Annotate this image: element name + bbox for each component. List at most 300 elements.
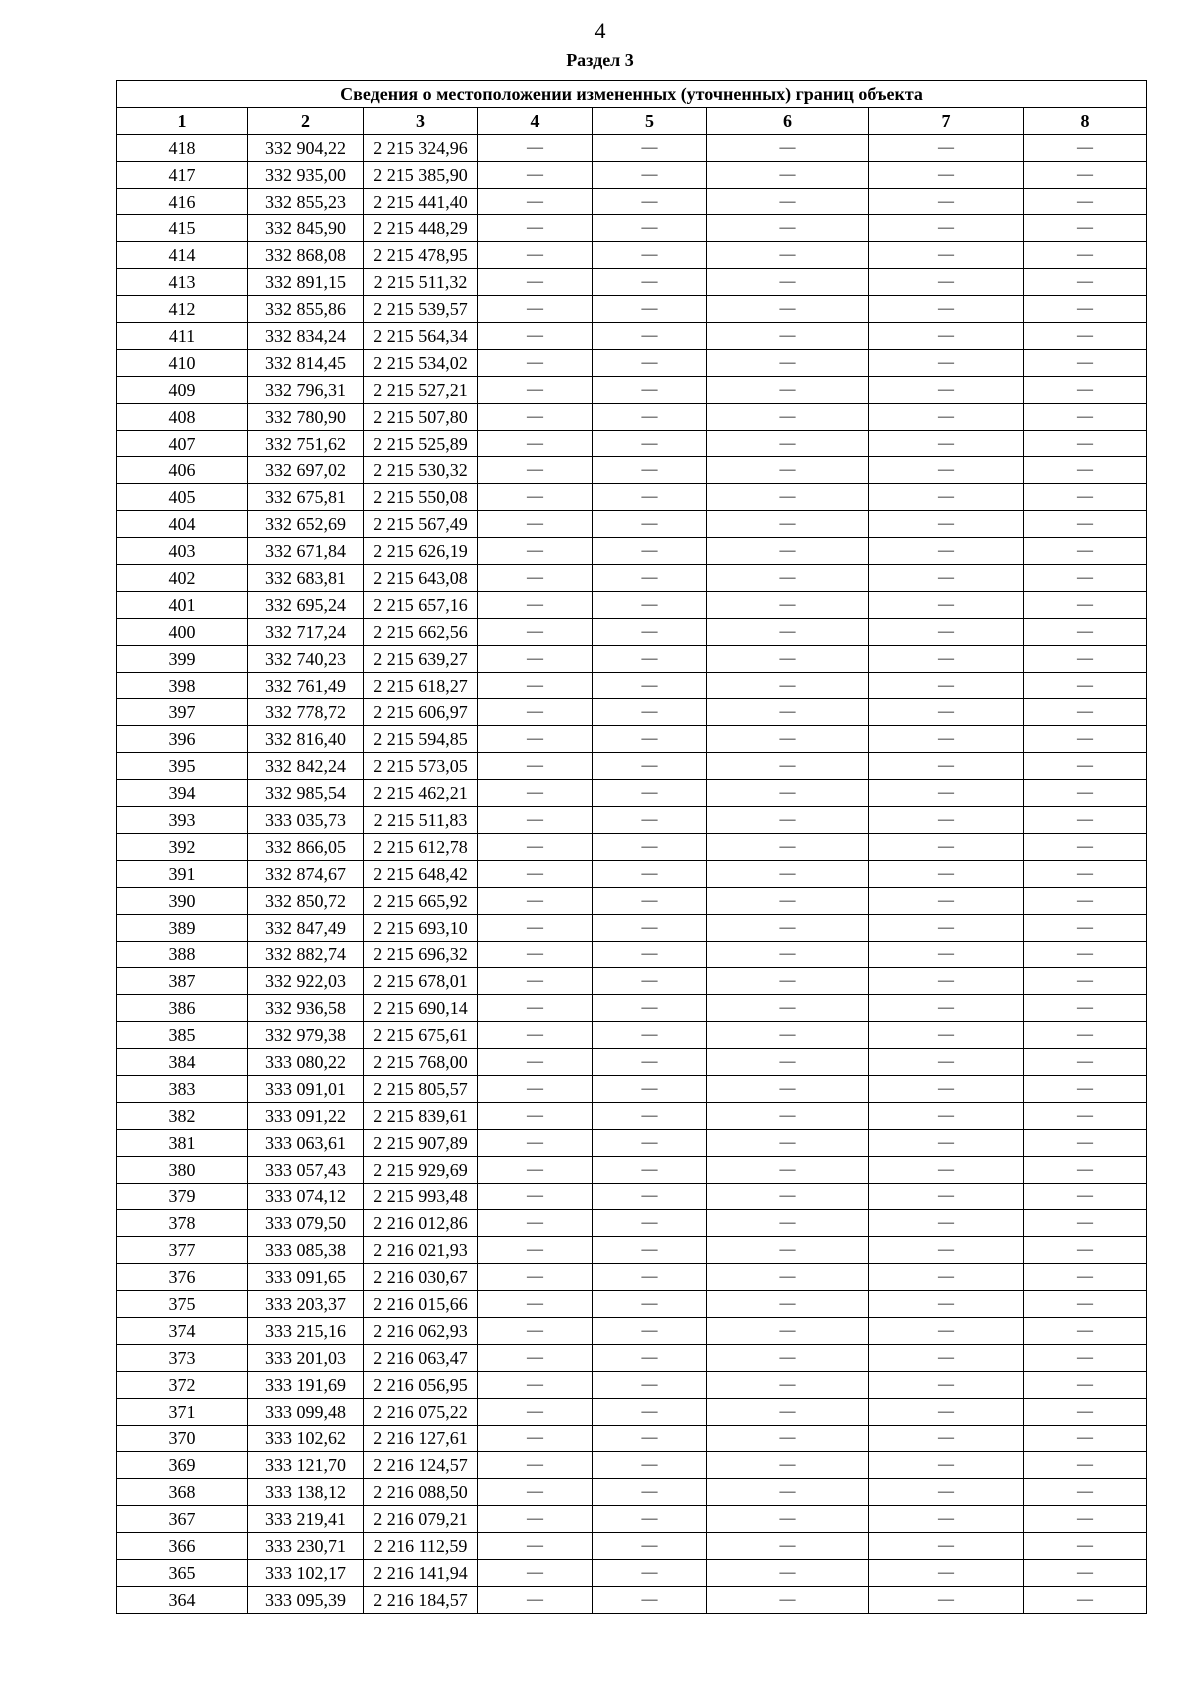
empty-value-cell: — xyxy=(478,968,593,995)
empty-value-cell: — xyxy=(1024,296,1147,323)
empty-value-cell: — xyxy=(478,1398,593,1425)
empty-value-cell: — xyxy=(707,349,869,376)
empty-value-cell: — xyxy=(593,484,707,511)
table-row xyxy=(117,672,1147,699)
y-coordinate-cell: 2 216 012,86 xyxy=(364,1210,478,1237)
empty-value-cell: — xyxy=(1024,699,1147,726)
point-number-cell: 369 xyxy=(117,1452,248,1479)
column-header: 4 xyxy=(478,107,593,134)
empty-value-cell: — xyxy=(869,188,1024,215)
point-number-cell: 378 xyxy=(117,1210,248,1237)
y-coordinate-cell: 2 216 127,61 xyxy=(364,1425,478,1452)
empty-value-cell: — xyxy=(869,242,1024,269)
empty-value-cell: — xyxy=(593,1371,707,1398)
point-number-cell: 372 xyxy=(117,1371,248,1398)
empty-value-cell: — xyxy=(1024,672,1147,699)
point-number-cell: 382 xyxy=(117,1102,248,1129)
table-row xyxy=(117,430,1147,457)
empty-value-cell: — xyxy=(1024,1291,1147,1318)
empty-value-cell: — xyxy=(593,1156,707,1183)
y-coordinate-cell: 2 215 573,05 xyxy=(364,753,478,780)
point-number-cell: 375 xyxy=(117,1291,248,1318)
empty-value-cell: — xyxy=(478,1264,593,1291)
empty-value-cell: — xyxy=(1024,1129,1147,1156)
x-coordinate-cell: 333 074,12 xyxy=(248,1183,364,1210)
empty-value-cell: — xyxy=(593,1559,707,1586)
empty-value-cell: — xyxy=(707,753,869,780)
empty-value-cell: — xyxy=(707,914,869,941)
table-row xyxy=(117,1129,1147,1156)
table-row xyxy=(117,242,1147,269)
empty-value-cell: — xyxy=(593,1264,707,1291)
y-coordinate-cell: 2 215 539,57 xyxy=(364,296,478,323)
y-coordinate-cell: 2 215 690,14 xyxy=(364,995,478,1022)
x-coordinate-cell: 333 079,50 xyxy=(248,1210,364,1237)
x-coordinate-cell: 332 751,62 xyxy=(248,430,364,457)
empty-value-cell: — xyxy=(478,242,593,269)
empty-value-cell: — xyxy=(1024,1371,1147,1398)
y-coordinate-cell: 2 216 112,59 xyxy=(364,1533,478,1560)
y-coordinate-cell: 2 216 015,66 xyxy=(364,1291,478,1318)
x-coordinate-cell: 332 842,24 xyxy=(248,753,364,780)
empty-value-cell: — xyxy=(707,511,869,538)
empty-value-cell: — xyxy=(1024,860,1147,887)
empty-value-cell: — xyxy=(869,1344,1024,1371)
x-coordinate-cell: 333 191,69 xyxy=(248,1371,364,1398)
x-coordinate-cell: 333 091,22 xyxy=(248,1102,364,1129)
y-coordinate-cell: 2 215 675,61 xyxy=(364,1022,478,1049)
point-number-cell: 407 xyxy=(117,430,248,457)
y-coordinate-cell: 2 215 929,69 xyxy=(364,1156,478,1183)
table-row xyxy=(117,780,1147,807)
y-coordinate-cell: 2 215 511,32 xyxy=(364,269,478,296)
y-coordinate-cell: 2 215 478,95 xyxy=(364,242,478,269)
empty-value-cell: — xyxy=(707,699,869,726)
x-coordinate-cell: 332 740,23 xyxy=(248,645,364,672)
empty-value-cell: — xyxy=(593,511,707,538)
empty-value-cell: — xyxy=(869,995,1024,1022)
x-coordinate-cell: 332 796,31 xyxy=(248,376,364,403)
empty-value-cell: — xyxy=(593,833,707,860)
empty-value-cell: — xyxy=(593,242,707,269)
empty-value-cell: — xyxy=(707,1317,869,1344)
empty-value-cell: — xyxy=(707,1022,869,1049)
x-coordinate-cell: 332 671,84 xyxy=(248,538,364,565)
empty-value-cell: — xyxy=(1024,1425,1147,1452)
empty-value-cell: — xyxy=(707,134,869,161)
empty-value-cell: — xyxy=(707,995,869,1022)
x-coordinate-cell: 332 717,24 xyxy=(248,618,364,645)
empty-value-cell: — xyxy=(478,995,593,1022)
table-row xyxy=(117,699,1147,726)
table-row xyxy=(117,1049,1147,1076)
page-number: 4 xyxy=(594,18,606,43)
point-number-cell: 366 xyxy=(117,1533,248,1560)
empty-value-cell: — xyxy=(707,1586,869,1613)
point-number-cell: 401 xyxy=(117,591,248,618)
empty-value-cell: — xyxy=(593,296,707,323)
empty-value-cell: — xyxy=(593,215,707,242)
empty-value-cell: — xyxy=(593,457,707,484)
empty-value-cell: — xyxy=(1024,1506,1147,1533)
empty-value-cell: — xyxy=(1024,1398,1147,1425)
empty-value-cell: — xyxy=(869,161,1024,188)
empty-value-cell: — xyxy=(707,1156,869,1183)
x-coordinate-cell: 332 891,15 xyxy=(248,269,364,296)
point-number-cell: 413 xyxy=(117,269,248,296)
empty-value-cell: — xyxy=(869,591,1024,618)
empty-value-cell: — xyxy=(478,1559,593,1586)
empty-value-cell: — xyxy=(478,161,593,188)
empty-value-cell: — xyxy=(478,672,593,699)
table-row xyxy=(117,269,1147,296)
point-number-cell: 395 xyxy=(117,753,248,780)
point-number-cell: 377 xyxy=(117,1237,248,1264)
y-coordinate-cell: 2 215 462,21 xyxy=(364,780,478,807)
empty-value-cell: — xyxy=(869,1586,1024,1613)
empty-value-cell: — xyxy=(707,403,869,430)
empty-value-cell: — xyxy=(593,672,707,699)
x-coordinate-cell: 332 695,24 xyxy=(248,591,364,618)
empty-value-cell: — xyxy=(478,1183,593,1210)
empty-value-cell: — xyxy=(707,887,869,914)
x-coordinate-cell: 332 675,81 xyxy=(248,484,364,511)
table-row xyxy=(117,914,1147,941)
empty-value-cell: — xyxy=(478,591,593,618)
y-coordinate-cell: 2 215 839,61 xyxy=(364,1102,478,1129)
point-number-cell: 406 xyxy=(117,457,248,484)
empty-value-cell: — xyxy=(707,376,869,403)
point-number-cell: 389 xyxy=(117,914,248,941)
empty-value-cell: — xyxy=(869,1452,1024,1479)
x-coordinate-cell: 332 936,58 xyxy=(248,995,364,1022)
table-row xyxy=(117,1156,1147,1183)
empty-value-cell: — xyxy=(707,1237,869,1264)
x-coordinate-cell: 332 847,49 xyxy=(248,914,364,941)
empty-value-cell: — xyxy=(478,726,593,753)
empty-value-cell: — xyxy=(593,1425,707,1452)
empty-value-cell: — xyxy=(869,699,1024,726)
point-number-cell: 409 xyxy=(117,376,248,403)
empty-value-cell: — xyxy=(478,430,593,457)
x-coordinate-cell: 332 850,72 xyxy=(248,887,364,914)
y-coordinate-cell: 2 215 534,02 xyxy=(364,349,478,376)
y-coordinate-cell: 2 215 993,48 xyxy=(364,1183,478,1210)
empty-value-cell: — xyxy=(707,726,869,753)
table-row xyxy=(117,484,1147,511)
empty-value-cell: — xyxy=(478,1452,593,1479)
empty-value-cell: — xyxy=(707,1291,869,1318)
empty-value-cell: — xyxy=(478,269,593,296)
empty-value-cell: — xyxy=(707,484,869,511)
point-number-cell: 387 xyxy=(117,968,248,995)
empty-value-cell: — xyxy=(478,618,593,645)
empty-value-cell: — xyxy=(707,1129,869,1156)
table-row xyxy=(117,161,1147,188)
point-number-cell: 364 xyxy=(117,1586,248,1613)
empty-value-cell: — xyxy=(707,645,869,672)
point-number-cell: 400 xyxy=(117,618,248,645)
empty-value-cell: — xyxy=(869,1022,1024,1049)
empty-value-cell: — xyxy=(478,1129,593,1156)
point-number-cell: 408 xyxy=(117,403,248,430)
point-number-cell: 396 xyxy=(117,726,248,753)
empty-value-cell: — xyxy=(1024,349,1147,376)
empty-value-cell: — xyxy=(593,807,707,834)
point-number-cell: 410 xyxy=(117,349,248,376)
empty-value-cell: — xyxy=(869,1533,1024,1560)
empty-value-cell: — xyxy=(478,1371,593,1398)
empty-value-cell: — xyxy=(478,188,593,215)
empty-value-cell: — xyxy=(869,1156,1024,1183)
empty-value-cell: — xyxy=(707,538,869,565)
empty-value-cell: — xyxy=(1024,968,1147,995)
empty-value-cell: — xyxy=(593,699,707,726)
empty-value-cell: — xyxy=(707,1075,869,1102)
table-row xyxy=(117,1210,1147,1237)
table-row xyxy=(117,1559,1147,1586)
point-number-cell: 381 xyxy=(117,1129,248,1156)
y-coordinate-cell: 2 216 062,93 xyxy=(364,1317,478,1344)
empty-value-cell: — xyxy=(593,1183,707,1210)
empty-value-cell: — xyxy=(478,1533,593,1560)
empty-value-cell: — xyxy=(869,887,1024,914)
empty-value-cell: — xyxy=(869,457,1024,484)
column-header: 3 xyxy=(364,107,478,134)
empty-value-cell: — xyxy=(707,188,869,215)
empty-value-cell: — xyxy=(707,1049,869,1076)
x-coordinate-cell: 333 121,70 xyxy=(248,1452,364,1479)
table-row xyxy=(117,726,1147,753)
empty-value-cell: — xyxy=(478,1022,593,1049)
empty-value-cell: — xyxy=(869,484,1024,511)
coordinates-table xyxy=(116,80,1147,1614)
empty-value-cell: — xyxy=(478,484,593,511)
empty-value-cell: — xyxy=(478,323,593,350)
empty-value-cell: — xyxy=(869,430,1024,457)
column-header: 7 xyxy=(869,107,1024,134)
point-number-cell: 399 xyxy=(117,645,248,672)
empty-value-cell: — xyxy=(707,780,869,807)
empty-value-cell: — xyxy=(593,1586,707,1613)
empty-value-cell: — xyxy=(1024,1210,1147,1237)
empty-value-cell: — xyxy=(1024,1479,1147,1506)
empty-value-cell: — xyxy=(707,1559,869,1586)
point-number-cell: 393 xyxy=(117,807,248,834)
empty-value-cell: — xyxy=(1024,161,1147,188)
empty-value-cell: — xyxy=(1024,403,1147,430)
point-number-cell: 390 xyxy=(117,887,248,914)
empty-value-cell: — xyxy=(478,511,593,538)
empty-value-cell: — xyxy=(478,807,593,834)
empty-value-cell: — xyxy=(869,618,1024,645)
x-coordinate-cell: 332 834,24 xyxy=(248,323,364,350)
empty-value-cell: — xyxy=(593,1452,707,1479)
point-number-cell: 374 xyxy=(117,1317,248,1344)
y-coordinate-cell: 2 216 088,50 xyxy=(364,1479,478,1506)
x-coordinate-cell: 333 091,65 xyxy=(248,1264,364,1291)
empty-value-cell: — xyxy=(1024,188,1147,215)
empty-value-cell: — xyxy=(593,430,707,457)
empty-value-cell: — xyxy=(707,618,869,645)
empty-value-cell: — xyxy=(1024,780,1147,807)
empty-value-cell: — xyxy=(478,349,593,376)
table-row xyxy=(117,511,1147,538)
empty-value-cell: — xyxy=(1024,591,1147,618)
x-coordinate-cell: 333 085,38 xyxy=(248,1237,364,1264)
empty-value-cell: — xyxy=(707,1506,869,1533)
empty-value-cell: — xyxy=(869,349,1024,376)
empty-value-cell: — xyxy=(478,1317,593,1344)
empty-value-cell: — xyxy=(869,1049,1024,1076)
table-row xyxy=(117,538,1147,565)
empty-value-cell: — xyxy=(478,538,593,565)
empty-value-cell: — xyxy=(869,1102,1024,1129)
empty-value-cell: — xyxy=(869,538,1024,565)
column-header: 5 xyxy=(593,107,707,134)
table-row xyxy=(117,1022,1147,1049)
empty-value-cell: — xyxy=(869,1129,1024,1156)
empty-value-cell: — xyxy=(707,1344,869,1371)
empty-value-cell: — xyxy=(478,699,593,726)
table-row xyxy=(117,1479,1147,1506)
y-coordinate-cell: 2 215 441,40 xyxy=(364,188,478,215)
empty-value-cell: — xyxy=(707,1264,869,1291)
y-coordinate-cell: 2 216 056,95 xyxy=(364,1371,478,1398)
point-number-cell: 386 xyxy=(117,995,248,1022)
empty-value-cell: — xyxy=(478,887,593,914)
empty-value-cell: — xyxy=(1024,1183,1147,1210)
x-coordinate-cell: 333 102,17 xyxy=(248,1559,364,1586)
column-header: 6 xyxy=(707,107,869,134)
empty-value-cell: — xyxy=(593,1210,707,1237)
empty-value-cell: — xyxy=(707,860,869,887)
empty-value-cell: — xyxy=(707,672,869,699)
y-coordinate-cell: 2 215 612,78 xyxy=(364,833,478,860)
table-row xyxy=(117,349,1147,376)
x-coordinate-cell: 333 063,61 xyxy=(248,1129,364,1156)
empty-value-cell: — xyxy=(478,1506,593,1533)
empty-value-cell: — xyxy=(869,403,1024,430)
empty-value-cell: — xyxy=(869,1559,1024,1586)
table-row xyxy=(117,1425,1147,1452)
empty-value-cell: — xyxy=(478,403,593,430)
empty-value-cell: — xyxy=(478,645,593,672)
y-coordinate-cell: 2 215 511,83 xyxy=(364,807,478,834)
empty-value-cell: — xyxy=(1024,914,1147,941)
table-row xyxy=(117,645,1147,672)
empty-value-cell: — xyxy=(707,269,869,296)
x-coordinate-cell: 332 866,05 xyxy=(248,833,364,860)
x-coordinate-cell: 333 230,71 xyxy=(248,1533,364,1560)
empty-value-cell: — xyxy=(707,1479,869,1506)
empty-value-cell: — xyxy=(1024,323,1147,350)
empty-value-cell: — xyxy=(593,995,707,1022)
table-row xyxy=(117,1075,1147,1102)
point-number-cell: 402 xyxy=(117,565,248,592)
empty-value-cell: — xyxy=(869,914,1024,941)
x-coordinate-cell: 333 095,39 xyxy=(248,1586,364,1613)
empty-value-cell: — xyxy=(1024,376,1147,403)
y-coordinate-cell: 2 216 075,22 xyxy=(364,1398,478,1425)
x-coordinate-cell: 332 904,22 xyxy=(248,134,364,161)
empty-value-cell: — xyxy=(707,941,869,968)
empty-value-cell: — xyxy=(1024,1452,1147,1479)
empty-value-cell: — xyxy=(593,591,707,618)
point-number-cell: 365 xyxy=(117,1559,248,1586)
empty-value-cell: — xyxy=(869,1317,1024,1344)
empty-value-cell: — xyxy=(478,1291,593,1318)
empty-value-cell: — xyxy=(1024,726,1147,753)
x-coordinate-cell: 332 882,74 xyxy=(248,941,364,968)
empty-value-cell: — xyxy=(869,780,1024,807)
x-coordinate-cell: 333 080,22 xyxy=(248,1049,364,1076)
x-coordinate-cell: 332 979,38 xyxy=(248,1022,364,1049)
empty-value-cell: — xyxy=(478,914,593,941)
empty-value-cell: — xyxy=(707,323,869,350)
empty-value-cell: — xyxy=(593,645,707,672)
empty-value-cell: — xyxy=(593,323,707,350)
empty-value-cell: — xyxy=(478,1344,593,1371)
empty-value-cell: — xyxy=(478,860,593,887)
table-row xyxy=(117,1586,1147,1613)
y-coordinate-cell: 2 215 324,96 xyxy=(364,134,478,161)
point-number-cell: 370 xyxy=(117,1425,248,1452)
empty-value-cell: — xyxy=(707,807,869,834)
empty-value-cell: — xyxy=(707,565,869,592)
empty-value-cell: — xyxy=(593,376,707,403)
empty-value-cell: — xyxy=(707,1452,869,1479)
y-coordinate-cell: 2 216 030,67 xyxy=(364,1264,478,1291)
table-row xyxy=(117,1506,1147,1533)
empty-value-cell: — xyxy=(707,1533,869,1560)
point-number-cell: 368 xyxy=(117,1479,248,1506)
y-coordinate-cell: 2 215 657,16 xyxy=(364,591,478,618)
point-number-cell: 403 xyxy=(117,538,248,565)
empty-value-cell: — xyxy=(1024,1237,1147,1264)
empty-value-cell: — xyxy=(593,860,707,887)
empty-value-cell: — xyxy=(478,1479,593,1506)
x-coordinate-cell: 332 816,40 xyxy=(248,726,364,753)
point-number-cell: 405 xyxy=(117,484,248,511)
x-coordinate-cell: 332 874,67 xyxy=(248,860,364,887)
empty-value-cell: — xyxy=(1024,645,1147,672)
table-row xyxy=(117,296,1147,323)
point-number-cell: 380 xyxy=(117,1156,248,1183)
empty-value-cell: — xyxy=(869,833,1024,860)
empty-value-cell: — xyxy=(1024,1156,1147,1183)
y-coordinate-cell: 2 215 768,00 xyxy=(364,1049,478,1076)
empty-value-cell: — xyxy=(707,1425,869,1452)
y-coordinate-cell: 2 215 907,89 xyxy=(364,1129,478,1156)
x-coordinate-cell: 332 761,49 xyxy=(248,672,364,699)
point-number-cell: 412 xyxy=(117,296,248,323)
table-header-row xyxy=(117,107,1147,134)
table-row xyxy=(117,1237,1147,1264)
y-coordinate-cell: 2 215 527,21 xyxy=(364,376,478,403)
x-coordinate-cell: 333 219,41 xyxy=(248,1506,364,1533)
point-number-cell: 414 xyxy=(117,242,248,269)
point-number-cell: 371 xyxy=(117,1398,248,1425)
empty-value-cell: — xyxy=(478,134,593,161)
point-number-cell: 397 xyxy=(117,699,248,726)
empty-value-cell: — xyxy=(869,1237,1024,1264)
table-row xyxy=(117,403,1147,430)
empty-value-cell: — xyxy=(869,1075,1024,1102)
y-coordinate-cell: 2 216 063,47 xyxy=(364,1344,478,1371)
x-coordinate-cell: 332 780,90 xyxy=(248,403,364,430)
point-number-cell: 404 xyxy=(117,511,248,538)
